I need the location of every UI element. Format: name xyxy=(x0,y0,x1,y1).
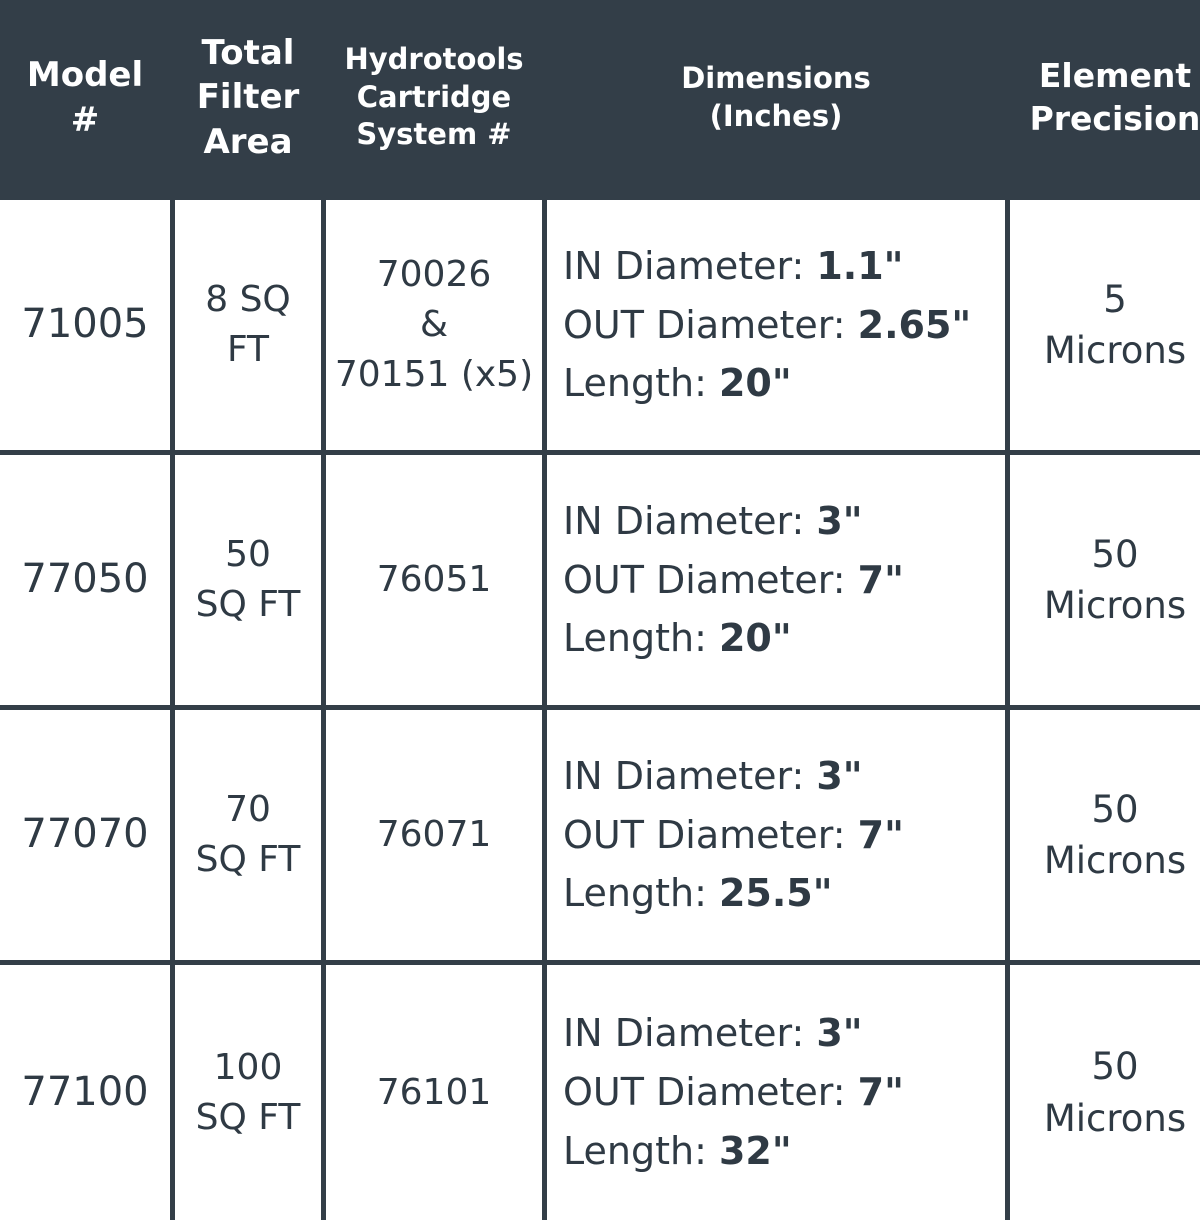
in-diameter-value: 1.1" xyxy=(816,243,904,288)
model-number: 77070 xyxy=(21,811,149,858)
out-diameter xyxy=(563,551,904,610)
cell-filter-area xyxy=(175,200,321,450)
header-cartridge-line: System # xyxy=(356,117,512,152)
length-label: Length: xyxy=(563,871,719,916)
filter-area-line: SQ FT xyxy=(195,1096,301,1138)
cell-cartridge xyxy=(326,710,542,960)
cell-precision xyxy=(1010,965,1200,1220)
cell-filter-area xyxy=(175,455,321,705)
out-diameter-label: OUT Diameter: xyxy=(563,302,858,347)
precision-unit: Microns xyxy=(1043,1096,1187,1140)
filter-area-line: FT xyxy=(226,329,270,370)
out-diameter-value: 7" xyxy=(857,1070,904,1115)
cartridge-line: 70026 xyxy=(376,254,492,296)
header-filter-area-line: Filter xyxy=(196,77,300,118)
filter-area-line: 100 xyxy=(213,1046,283,1088)
in-diameter-label: IN Diameter: xyxy=(563,753,817,798)
length xyxy=(563,609,792,668)
cell-model xyxy=(0,710,170,960)
filter-area-line: 50 xyxy=(225,534,271,576)
filter-area-line: SQ FT xyxy=(195,839,301,880)
cell-cartridge xyxy=(326,965,542,1220)
header-dimensions xyxy=(547,0,1005,195)
filter-area-line: SQ FT xyxy=(195,584,301,625)
out-diameter-value: 2.65" xyxy=(857,302,972,347)
filter-area-line: 8 SQ xyxy=(205,279,291,321)
out-diameter-label: OUT Diameter: xyxy=(563,812,858,857)
precision-value: 50 xyxy=(1091,1045,1139,1089)
length-value: 25.5" xyxy=(718,871,833,916)
in-diameter-value: 3" xyxy=(816,1011,863,1056)
cartridge-line: 76051 xyxy=(376,559,492,601)
header-filter-area xyxy=(175,0,321,195)
cartridge-line: 70151 (x5) xyxy=(334,353,534,395)
precision-value: 5 xyxy=(1103,277,1127,321)
cell-cartridge xyxy=(326,455,542,705)
precision-value: 50 xyxy=(1091,532,1139,576)
header-precision-line: Precision xyxy=(1029,98,1200,138)
cell-model xyxy=(0,455,170,705)
cell-dimensions xyxy=(547,965,1005,1220)
header-cartridge-line: Cartridge xyxy=(356,79,512,114)
header-cartridge xyxy=(326,0,542,195)
length-label: Length: xyxy=(563,1128,719,1173)
cell-dimensions xyxy=(547,200,1005,450)
cartridge-line: & xyxy=(419,304,449,346)
length-value: 20" xyxy=(718,361,792,406)
header-precision xyxy=(1010,0,1200,195)
filter-area-line: 70 xyxy=(225,789,271,831)
length xyxy=(563,354,792,413)
precision-unit: Microns xyxy=(1043,839,1187,882)
length-value: 20" xyxy=(718,616,792,661)
header-cartridge-line: Hydrotools xyxy=(344,41,524,76)
length-value: 32" xyxy=(718,1128,792,1173)
cell-precision xyxy=(1010,710,1200,960)
cell-dimensions xyxy=(547,455,1005,705)
cell-filter-area xyxy=(175,710,321,960)
header-model-line: # xyxy=(70,99,100,140)
in-diameter xyxy=(563,1004,863,1063)
header-precision-line: Element xyxy=(1038,55,1192,95)
cell-dimensions xyxy=(547,710,1005,960)
in-diameter-value: 3" xyxy=(816,753,863,798)
header-dimensions-line: (Inches) xyxy=(709,98,843,133)
cell-precision xyxy=(1010,200,1200,450)
cartridge-line: 76071 xyxy=(376,814,492,856)
cell-filter-area xyxy=(175,965,321,1220)
header-model xyxy=(0,0,170,195)
length-label: Length: xyxy=(563,616,719,661)
model-number: 71005 xyxy=(21,301,149,348)
out-diameter-value: 7" xyxy=(857,812,904,857)
precision-value: 50 xyxy=(1091,787,1139,831)
out-diameter-value: 7" xyxy=(857,557,904,602)
model-number: 77050 xyxy=(21,556,149,603)
header-filter-area-line: Area xyxy=(203,121,293,162)
in-diameter xyxy=(563,492,863,551)
model-number: 77100 xyxy=(21,1068,149,1115)
length xyxy=(563,864,833,923)
header-filter-area-line: Total xyxy=(201,33,295,74)
header-model-line: Model xyxy=(26,55,144,96)
length-label: Length: xyxy=(563,361,719,406)
cell-cartridge xyxy=(326,200,542,450)
in-diameter-value: 3" xyxy=(816,498,863,543)
in-diameter xyxy=(563,747,863,806)
out-diameter xyxy=(563,806,904,865)
out-diameter xyxy=(563,296,971,355)
precision-unit: Microns xyxy=(1043,584,1187,627)
header-dimensions-line: Dimensions xyxy=(681,60,871,95)
cartridge-line: 76101 xyxy=(376,1071,492,1113)
in-diameter-label: IN Diameter: xyxy=(563,1011,817,1056)
in-diameter xyxy=(563,237,903,296)
cell-model xyxy=(0,200,170,450)
out-diameter xyxy=(563,1063,904,1122)
out-diameter-label: OUT Diameter: xyxy=(563,557,858,602)
precision-unit: Microns xyxy=(1043,329,1187,372)
in-diameter-label: IN Diameter: xyxy=(563,498,817,543)
length xyxy=(563,1122,792,1181)
cell-model xyxy=(0,965,170,1220)
in-diameter-label: IN Diameter: xyxy=(563,243,817,288)
out-diameter-label: OUT Diameter: xyxy=(563,1070,858,1115)
cell-precision xyxy=(1010,455,1200,705)
